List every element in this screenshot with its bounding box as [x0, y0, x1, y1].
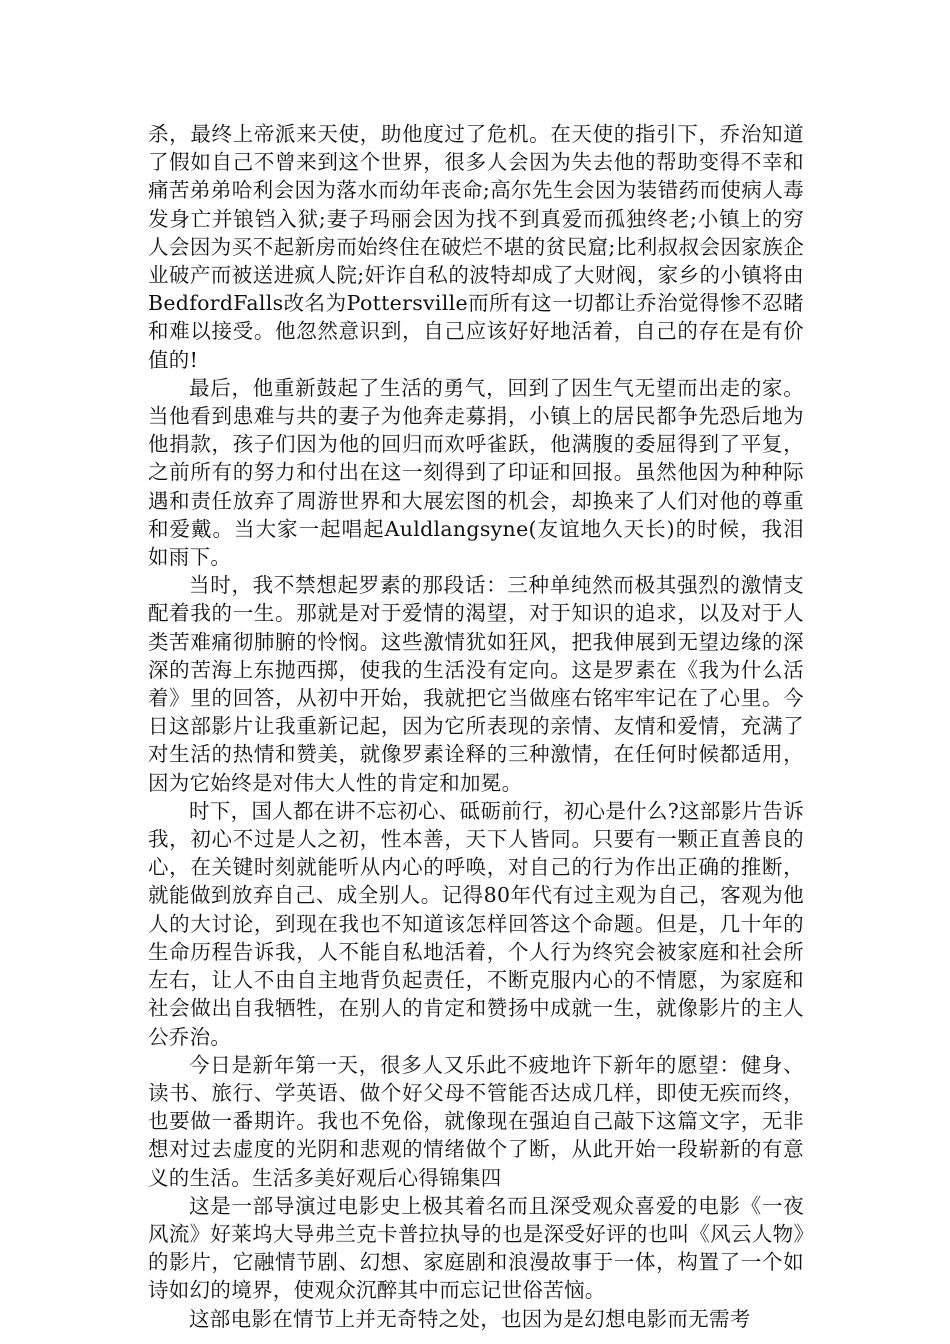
paragraph: 今日是新年第一天，很多人又乐此不疲地许下新年的愿望：健身、读书、旅行、学英语、做个好父母不管能否达成几样，即使无疾而终，也要做一番期许。我也不免俗，就像现在强迫自己敲下这篇文字，无非想对过去虚度的光阴和悲观的情绪做个了断，从此开始一段崭新的有意义的生活。生活多美好观后心得锦集四 — [148, 1052, 804, 1190]
paragraph: 这是一部导演过电影史上极其着名而且深受观众喜爱的电影《一夜风流》好莱坞大导弗兰克卡普拉执导的也是深受好评的也叫《风云人物》的影片，它融情节剧、幻想、家庭剧和浪漫故事于一体，构置了一个如诗如幻的境界，使观众沉醉其中而忘记世俗苦恼。 — [148, 1193, 804, 1303]
body-text — [148, 120, 804, 1333]
paragraph: 当时，我不禁想起罗素的那段话：三种单纯然而极其强烈的激情支配着我的一生。那就是对于爱情的渴望，对于知识的追求，以及对于人类苦难痛彻肺腑的怜悯。这些激情犹如狂风，把我伸展到无望边缘的深深的苦海上东抛西掷，使我的生活没有定向。这是罗素在《我为什么活着》里的回答，从初中开始，我就把它当做座右铭牢牢记在了心里。今日这部影片让我重新记起，因为它所表现的亲情、友情和爱情，充满了对生活的热情和赞美，就像罗素诠释的三种激情，在任何时候都适用，因为它始终是对伟大人性的肯定和加冕。 — [148, 573, 804, 795]
paragraph-continuation: 杀，最终上帝派来天使，助他度过了危机。在天使的指引下，乔治知道了假如自己不曾来到这个世界，很多人会因为失去他的帮助变得不幸和痛苦弟弟哈利会因为落水而幼年丧命;高尔先生会因为装错药而使病人毒发身亡并锒铛入狱;妻子玛丽会因为找不到真爱而孤独终老;小镇上的穷人会因为买不起新房而始终住在破烂不堪的贫民窟;比利叔叔会因家族企业破产而被送进疯人院;奸诈自私的波特却成了大财阀，家乡的小镇将由BedfordFalls改名为Pottersville而所有这一切都让乔治觉得惨不忍睹和难以接受。他忽然意识到，自己应该好好地活着，自己的存在是有价值的! — [148, 122, 804, 372]
paragraph: 最后，他重新鼓起了生活的勇气，回到了因生气无望而出走的家。当他看到患难与共的妻子为他奔走募捐，小镇上的居民都争先恐后地为他捐款，孩子们因为他的回归而欢呼雀跃，他满腹的委屈得到了平复，之前所有的努力和付出在这一刻得到了印证和回报。虽然他因为种种际遇和责任放弃了周游世界和大展宏图的机会，却换来了人们对他的尊重和爱戴。当大家一起唱起Auldlangsyne(友谊地久天长)的时候，我泪如雨下。 — [148, 375, 804, 570]
paragraph: 时下，国人都在讲不忘初心、砥砺前行，初心是什么?这部影片告诉我，初心不过是人之初，性本善，天下人皆同。只要有一颗正直善良的心，在关键时刻就能听从内心的呼唤，对自己的行为作出正确的推断，就能做到放弃自己、成全别人。记得80年代有过主观为自己，客观为他人的大讨论，到现在我也不知道该怎样回答这个命题。但是，几十年的生命历程告诉我，人不能自私地活着，个人行为终究会被家庭和社会所左右，让人不由自主地背负起责任，不断克服内心的不情愿，为家庭和社会做出自我牺牲，在别人的肯定和赞扬中成就一生，就像影片的主人公乔治。 — [148, 798, 804, 1049]
paragraph: 这部电影在情节上并无奇特之处，也因为是幻想电影而无需考 — [189, 1306, 751, 1331]
